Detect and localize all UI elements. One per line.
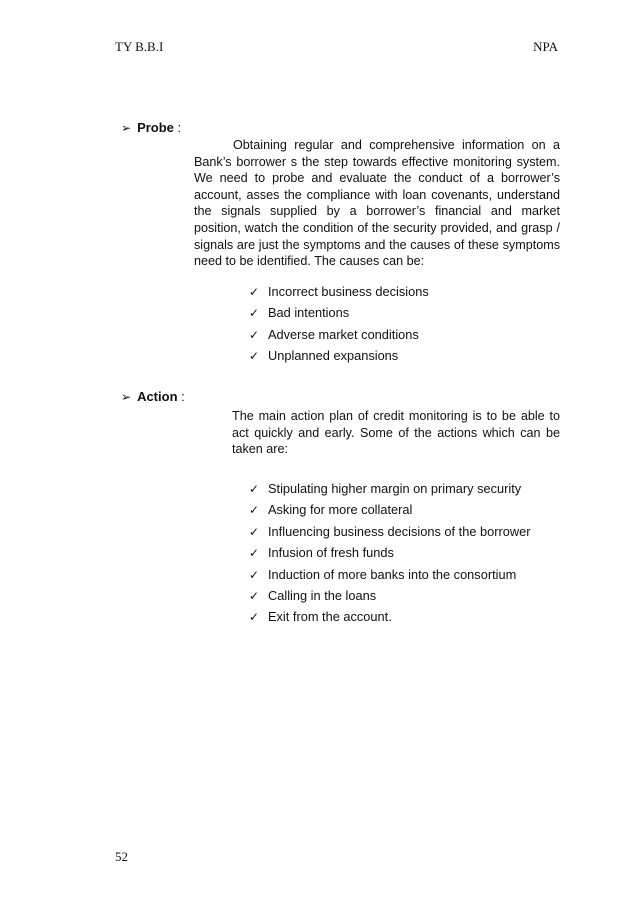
section-term: Probe xyxy=(137,120,174,135)
list-item-text: Unplanned expansions xyxy=(268,348,399,364)
section-separator: : xyxy=(177,389,185,404)
action-paragraph: The main action plan of credit monitoring is to be able to act quickly and early. Some of the actions which can be taken are: xyxy=(232,409,560,457)
list-item xyxy=(249,281,429,302)
check-icon: ✓ xyxy=(249,610,260,625)
list-item xyxy=(249,564,531,585)
list-item xyxy=(249,585,531,606)
check-icon: ✓ xyxy=(249,482,260,496)
section-separator: : xyxy=(173,120,182,135)
header-left-title: TY B.B.I xyxy=(115,39,164,54)
list-item xyxy=(249,606,531,627)
section-term: Action xyxy=(137,389,178,404)
header-right-title: NPA xyxy=(533,39,558,54)
list-item-text: Calling in the loans xyxy=(268,587,377,603)
list-item xyxy=(249,324,429,345)
list-item-text: Asking for more collateral xyxy=(268,502,413,518)
probe-causes-list xyxy=(249,281,429,367)
check-icon: ✓ xyxy=(249,588,260,603)
list-item xyxy=(249,478,531,499)
check-icon: ✓ xyxy=(249,503,260,518)
list-item-text: Induction of more banks into the consortium xyxy=(268,566,517,582)
list-item-text: Exit from the account. xyxy=(268,609,392,625)
list-item-text: Influencing business decisions of the borrower xyxy=(268,523,531,539)
list-item-text: Incorrect business decisions xyxy=(268,284,429,299)
check-icon: ✓ xyxy=(249,546,260,561)
list-item-text: Infusion of fresh funds xyxy=(268,545,394,561)
list-item-text: Bad intentions xyxy=(268,305,350,321)
list-item xyxy=(249,345,429,366)
arrow-bullet-icon: ➢ xyxy=(121,390,132,404)
check-icon: ✓ xyxy=(249,349,260,364)
check-icon: ✓ xyxy=(249,306,260,321)
list-item-text: Adverse market conditions xyxy=(268,326,419,342)
check-icon: ✓ xyxy=(249,285,260,299)
check-icon: ✓ xyxy=(249,327,260,342)
probe-paragraph: Obtaining regular and comprehensive information on a Bank’s borrower s the step towards effective monitoring system. We need to probe and evaluate the conduct of a borrower’s account, asses the compliance with loan covenants, understand the signals supplied by a borrower’s financial and market position, watch the condition of the security provided, and grasp / signals are just the symptoms and the causes of these symptoms need to be identified. The causes can be: xyxy=(194,138,560,269)
action-steps-list xyxy=(249,478,531,628)
list-item-text: Stipulating higher margin on primary security xyxy=(268,481,522,496)
list-item xyxy=(249,521,531,542)
section-heading-probe xyxy=(121,120,181,135)
list-item xyxy=(249,542,531,563)
check-icon: ✓ xyxy=(249,524,260,539)
list-item xyxy=(249,499,531,520)
list-item xyxy=(249,302,429,323)
check-icon: ✓ xyxy=(249,567,260,582)
arrow-bullet-icon: ➢ xyxy=(121,121,132,135)
section-heading-action xyxy=(121,389,185,404)
page-number: 52 xyxy=(115,849,128,864)
